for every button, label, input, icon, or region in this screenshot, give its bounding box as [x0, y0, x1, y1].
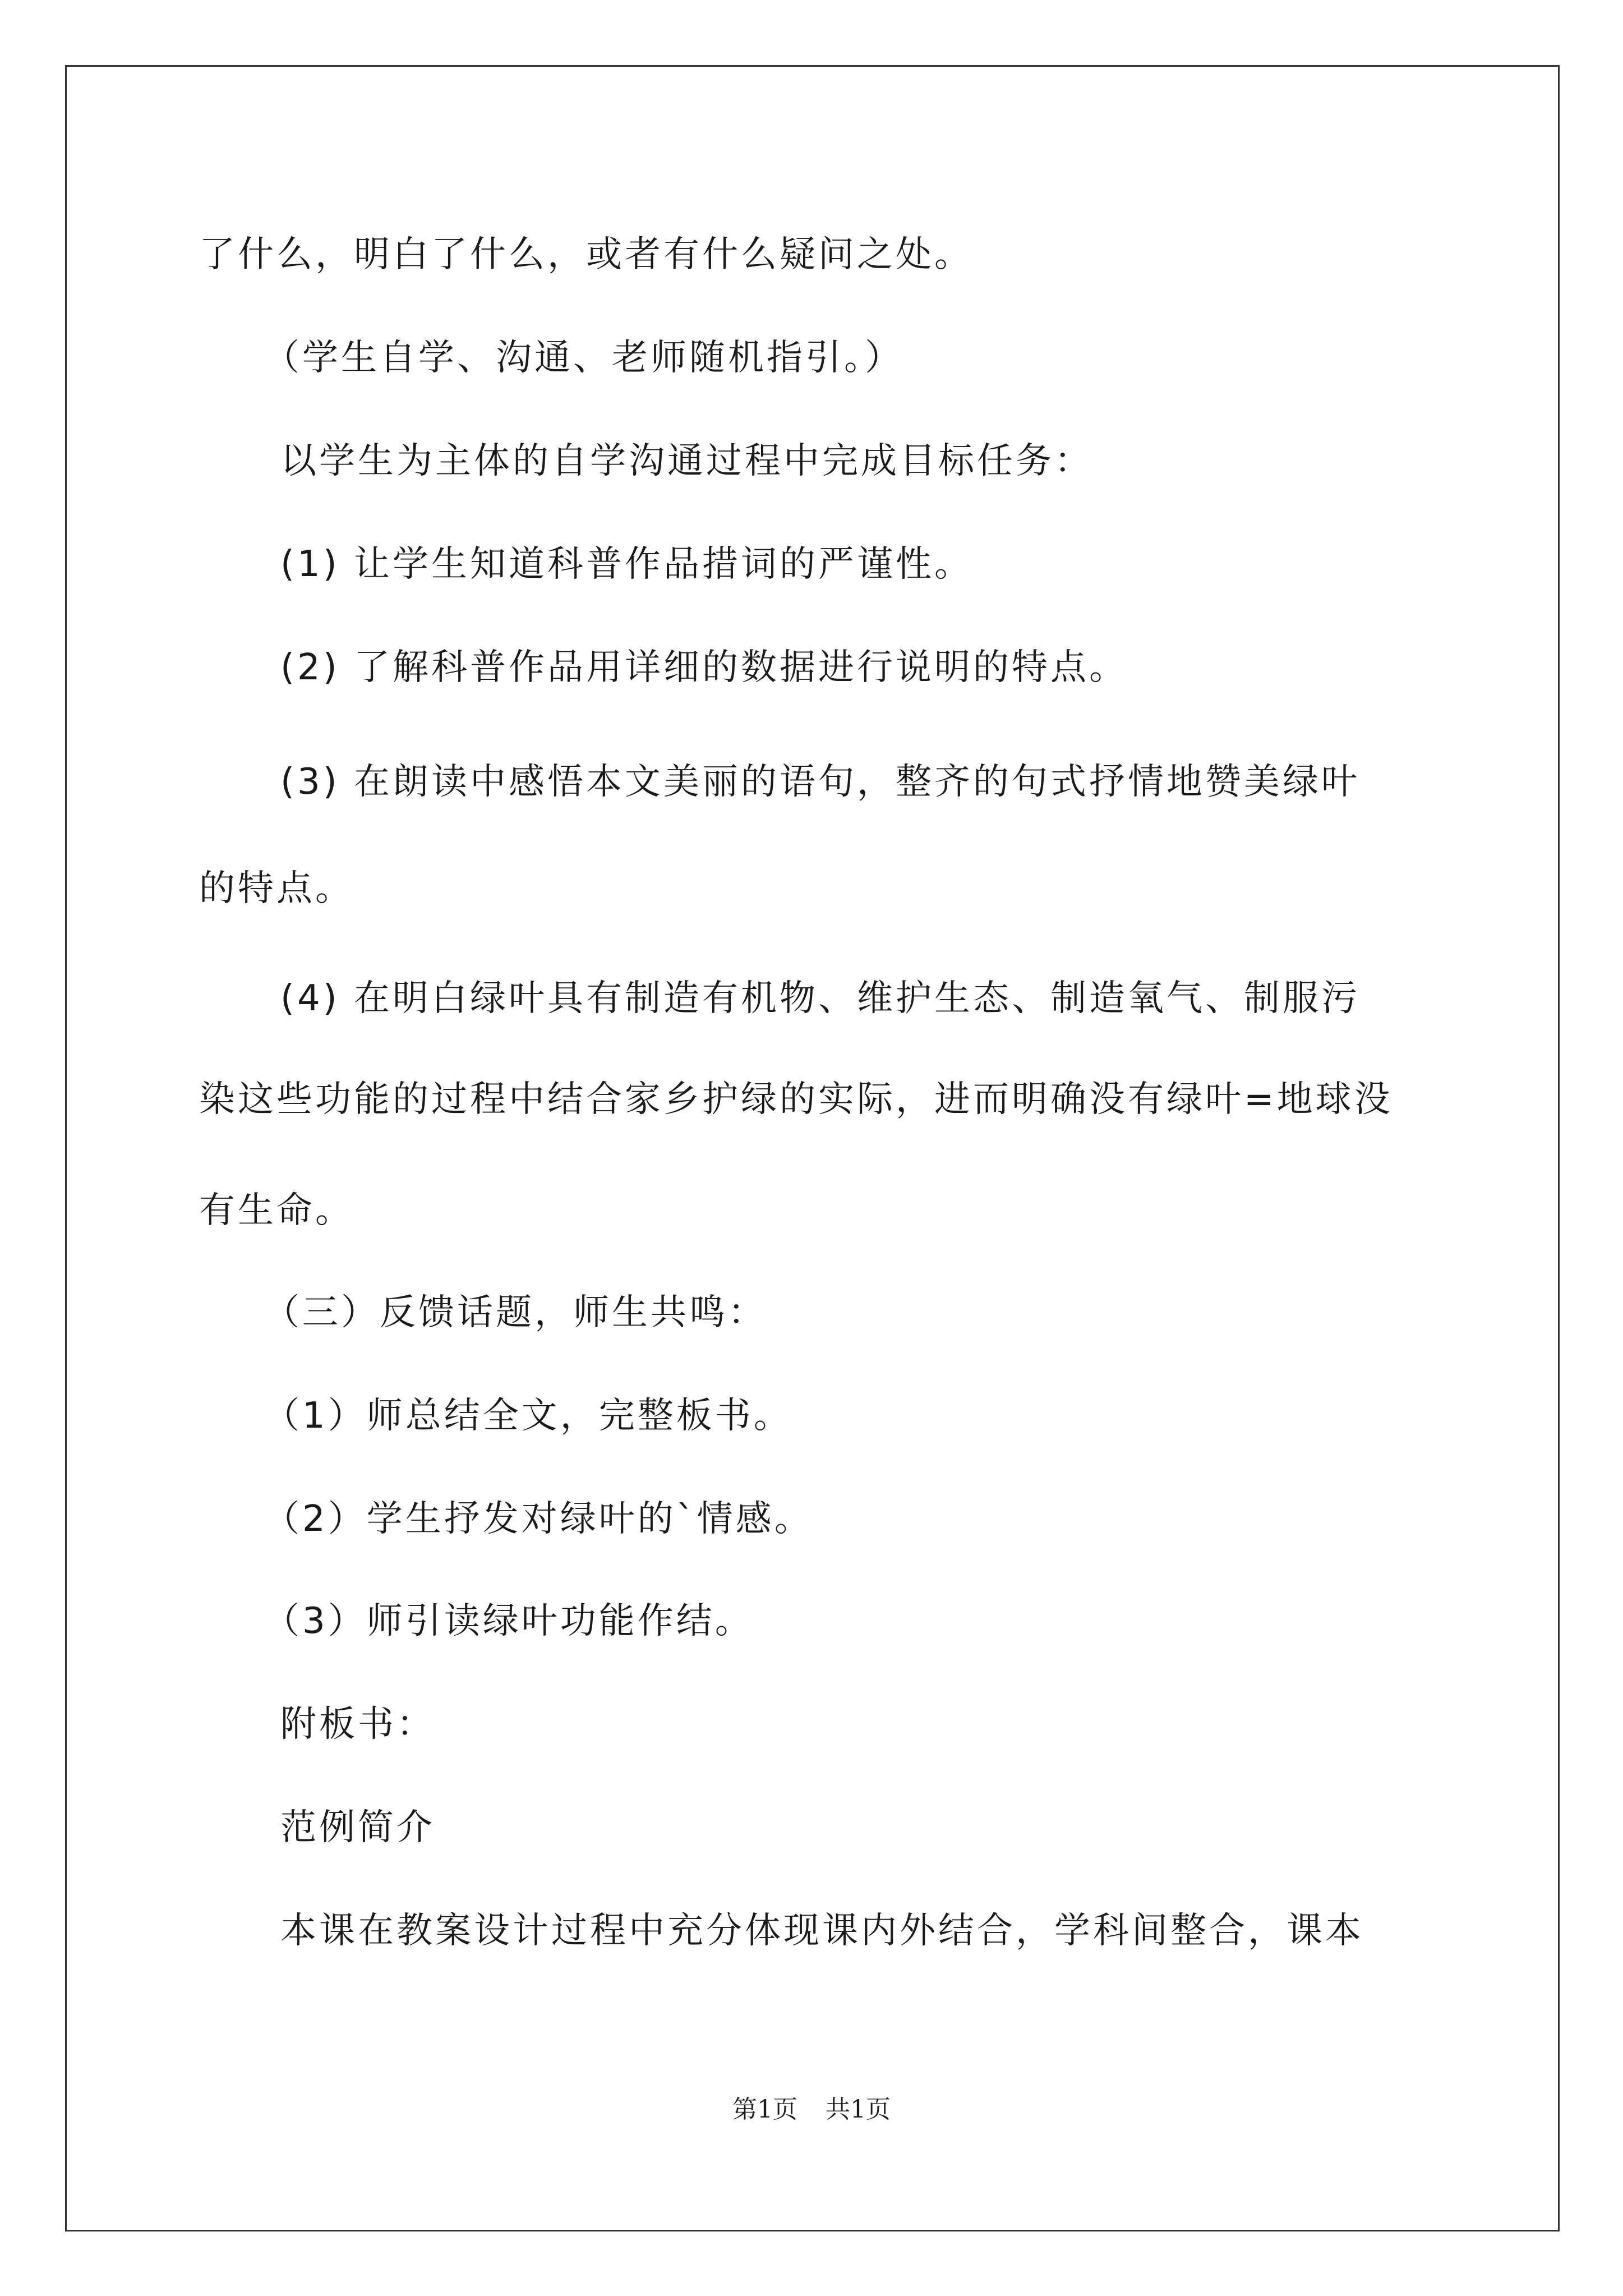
text-line-17: 本课在教案设计过程中充分体现课内外结合，学科间整合，课本 [280, 1910, 1364, 1952]
text-line-4: (1) 让学生知道科普作品措词的严谨性。 [280, 544, 973, 585]
text-line-7: 的特点。 [199, 868, 354, 909]
text-line-8: (4) 在明白绿叶具有制造有机物、维护生态、制造氧气、制服污 [280, 978, 1360, 1019]
text-line-5: (2) 了解科普作品用详细的数据进行说明的特点。 [280, 647, 1128, 688]
text-line-3: 以学生为主体的自学沟通过程中完成目标任务： [280, 440, 1093, 482]
page-border [65, 65, 1560, 2231]
text-line-9: 染这些功能的过程中结合家乡护绿的实际，进而明确没有绿叶=地球没 [199, 1079, 1393, 1120]
text-line-2: （学生自学、沟通、老师随机指引。） [264, 337, 903, 379]
text-line-10: 有生命。 [199, 1190, 354, 1231]
text-line-16: 范例简介 [280, 1807, 435, 1848]
text-line-13: （2）学生抒发对绿叶的`情感。 [264, 1498, 813, 1540]
text-line-15: 附板书： [280, 1704, 435, 1745]
text-line-6: (3) 在朗读中感悟本文美丽的语句，整齐的句式抒情地赞美绿叶 [280, 761, 1360, 803]
page-footer [0, 2094, 1623, 2125]
text-line-14: （3）师引读绿叶功能作结。 [264, 1600, 754, 1642]
text-line-11: （三）反馈话题，师生共鸣： [264, 1292, 767, 1333]
text-line-1: 了什么，明白了什么，或者有什么疑问之处。 [199, 234, 973, 275]
text-line-12: （1）师总结全文，完整板书。 [264, 1395, 792, 1437]
page-total: 共1页 [826, 2095, 891, 2124]
page-number: 第1页 [732, 2095, 797, 2124]
